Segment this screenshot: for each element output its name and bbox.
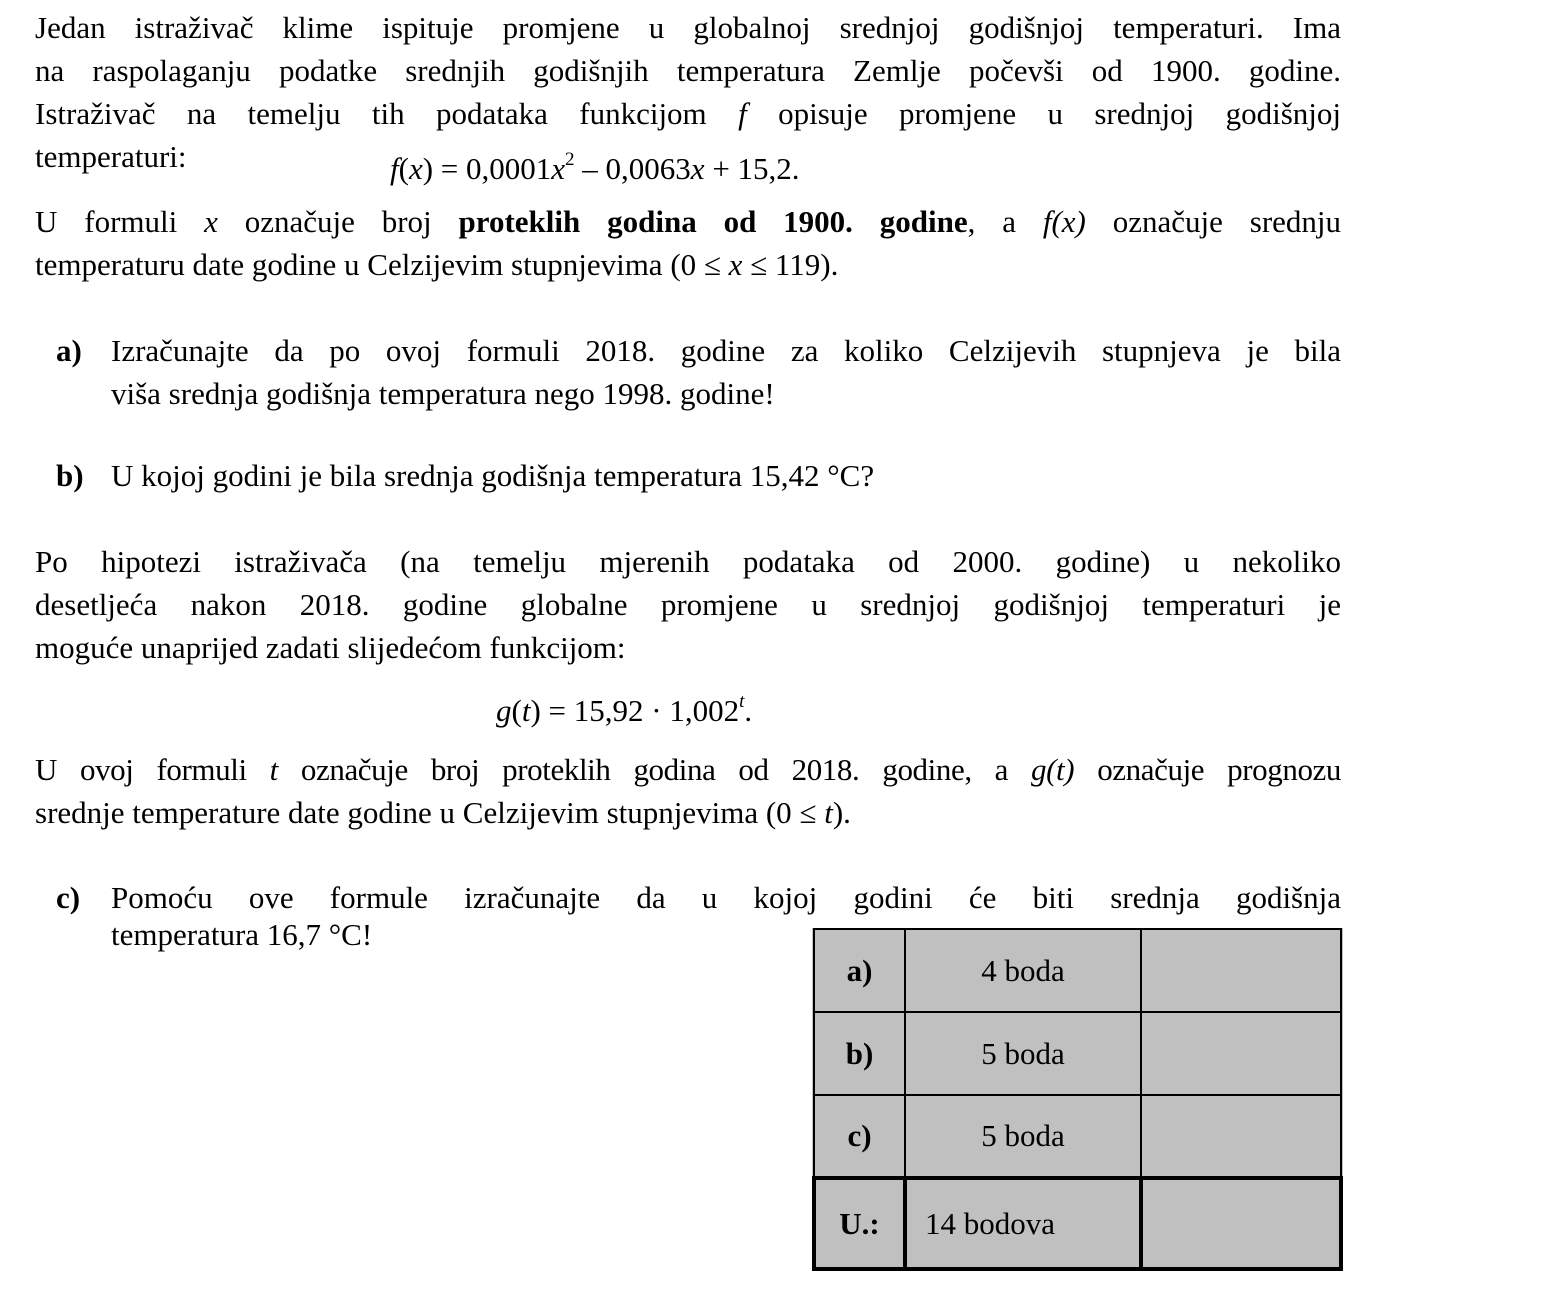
explain-g-var-t: t xyxy=(269,752,278,787)
task-b xyxy=(56,454,1341,497)
formula-g-exponent: t xyxy=(739,691,745,712)
formula-g-var: t xyxy=(521,693,531,728)
score-cell-b[interactable] xyxy=(1141,1012,1341,1095)
score-total-cell[interactable] xyxy=(1141,1178,1341,1269)
hypothesis-line-3: moguće unaprijed zadati slijedećom funkcijom: xyxy=(35,630,626,665)
formula-f-x1: x xyxy=(551,151,566,186)
explain-g-gt: g(t) xyxy=(1031,752,1075,787)
task-c-line-1: Pomoću ove formule izračunajte da u kojoj godini će biti srednja godišnja xyxy=(111,880,1341,915)
intro-line-1: Jedan istraživač klime ispituje promjene u globalnoj srednjoj godišnjoj temperaturi. Ima xyxy=(35,10,1341,45)
explain-g-text-b: označuje broj proteklih godina od 2018. godine, a xyxy=(300,752,1009,787)
task-a-label: a) xyxy=(56,333,82,368)
task-b-label: b) xyxy=(56,458,84,493)
explain-f-fx: f(x) xyxy=(1042,204,1086,239)
formula-g-body: ) = 15,92 · 1,002 xyxy=(530,693,740,728)
explain-f-line2-a: temperaturu date godine u Celzijevim stupnjevima (0 ≤ xyxy=(35,247,721,282)
formula-f-name: f xyxy=(390,151,399,186)
task-a xyxy=(56,329,1341,415)
hypothesis-line-2: desetljeća nakon 2018. godine globalne promjene u srednjoj godišnjoj temperaturi je xyxy=(35,587,1341,622)
task-c-line-2: temperatura 16,7 °C! xyxy=(111,917,373,952)
explain-g-line2-b: ). xyxy=(832,795,851,830)
task-c-label: c) xyxy=(56,880,81,915)
formula-f: $f(x) = 0,0001x^2 - 0,0063x + 15,2$. xyxy=(390,149,800,186)
formula-f-var: x xyxy=(408,151,423,186)
formula-g-end: . xyxy=(744,693,753,728)
intro-line-4: temperaturi: xyxy=(35,139,187,174)
explain-g-paragraph xyxy=(35,748,1341,834)
score-points-b: 5 boda xyxy=(905,1012,1141,1095)
intro-line-2: na raspolaganju podatke srednjih godišnjih temperatura Zemlje počevši od 1900. godine. xyxy=(35,53,1341,88)
explain-g-text-c: označuje prognozu xyxy=(1097,752,1342,787)
score-points-c: 5 boda xyxy=(905,1095,1141,1178)
score-part-c: c) xyxy=(814,1095,905,1178)
task-a-line-1: Izračunajte da po ovoj formuli 2018. godine za koliko Celzijevih stupnjeva je bila xyxy=(111,333,1341,368)
function-name-f: f xyxy=(738,96,747,131)
formula-f-exponent: 2 xyxy=(565,149,575,170)
explain-f-text-a: U formuli xyxy=(35,204,178,239)
formula-g: $g(t) = 15,92 \cdot 1,002^t$. xyxy=(496,691,753,728)
explain-g-text-a: U ovoj formuli xyxy=(35,752,247,787)
table-row-total xyxy=(814,1178,1341,1269)
explain-f-line-1 xyxy=(35,200,1341,243)
score-total-points: 14 bodova xyxy=(905,1178,1141,1269)
score-cell-c[interactable] xyxy=(1141,1095,1341,1178)
explain-f-paragraph xyxy=(35,200,1341,286)
formula-f-x2: x xyxy=(690,151,705,186)
score-points-a: 4 boda xyxy=(905,929,1141,1012)
score-table xyxy=(812,928,1343,1271)
explain-g-line-1 xyxy=(35,748,1341,791)
explain-f-bold: proteklih godina od 1900. godine xyxy=(458,204,968,239)
formula-f-part3: + 15,2. xyxy=(704,151,800,186)
formula-g-name: g xyxy=(496,693,512,728)
task-b-line-1: U kojoj godini je bila srednja godišnja temperatura 15,42 °C? xyxy=(111,458,875,493)
explain-g-line2-a: srednje temperature date godine u Celzijevim stupnjevima (0 ≤ xyxy=(35,795,817,830)
score-total-label: U.: xyxy=(814,1178,905,1269)
formula-f-part1: ) = 0,0001 xyxy=(422,151,552,186)
task-b-text xyxy=(111,454,1341,497)
explain-f-line-2 xyxy=(35,243,1341,286)
table-row xyxy=(814,929,1341,1012)
explain-f-line2-b: ≤ 119). xyxy=(750,247,839,282)
hypothesis-paragraph xyxy=(35,540,1341,669)
formula-f-part2: – 0,0063 xyxy=(574,151,691,186)
explain-f-text-d: označuje srednju xyxy=(1112,204,1342,239)
explain-f-line2-x: x xyxy=(728,247,743,282)
score-cell-a[interactable] xyxy=(1141,929,1341,1012)
score-part-a: a) xyxy=(814,929,905,1012)
hypothesis-line-1: Po hipotezi istraživača (na temelju mjerenih podataka od 2000. godine) u nekoliko xyxy=(35,544,1341,579)
intro-line-3-end: opisuje promjene u srednjoj godišnjoj xyxy=(778,96,1342,131)
score-part-b: b) xyxy=(814,1012,905,1095)
explain-f-text-b: označuje broj xyxy=(244,204,432,239)
table-row xyxy=(814,1012,1341,1095)
task-a-line-2: viša srednja godišnja temperatura nego 1998. godine! xyxy=(111,376,775,411)
explain-f-text-c: , a xyxy=(967,204,1016,239)
task-a-text xyxy=(111,329,1341,415)
intro-line-3-start: Istraživač na temelju tih podataka funkcijom xyxy=(35,96,707,131)
explain-g-line-2 xyxy=(35,791,1341,834)
explain-f-var-x: x xyxy=(204,204,218,239)
intro-line-3 xyxy=(35,92,1341,135)
table-row xyxy=(814,1095,1341,1178)
explain-g-line2-t: t xyxy=(824,795,833,830)
